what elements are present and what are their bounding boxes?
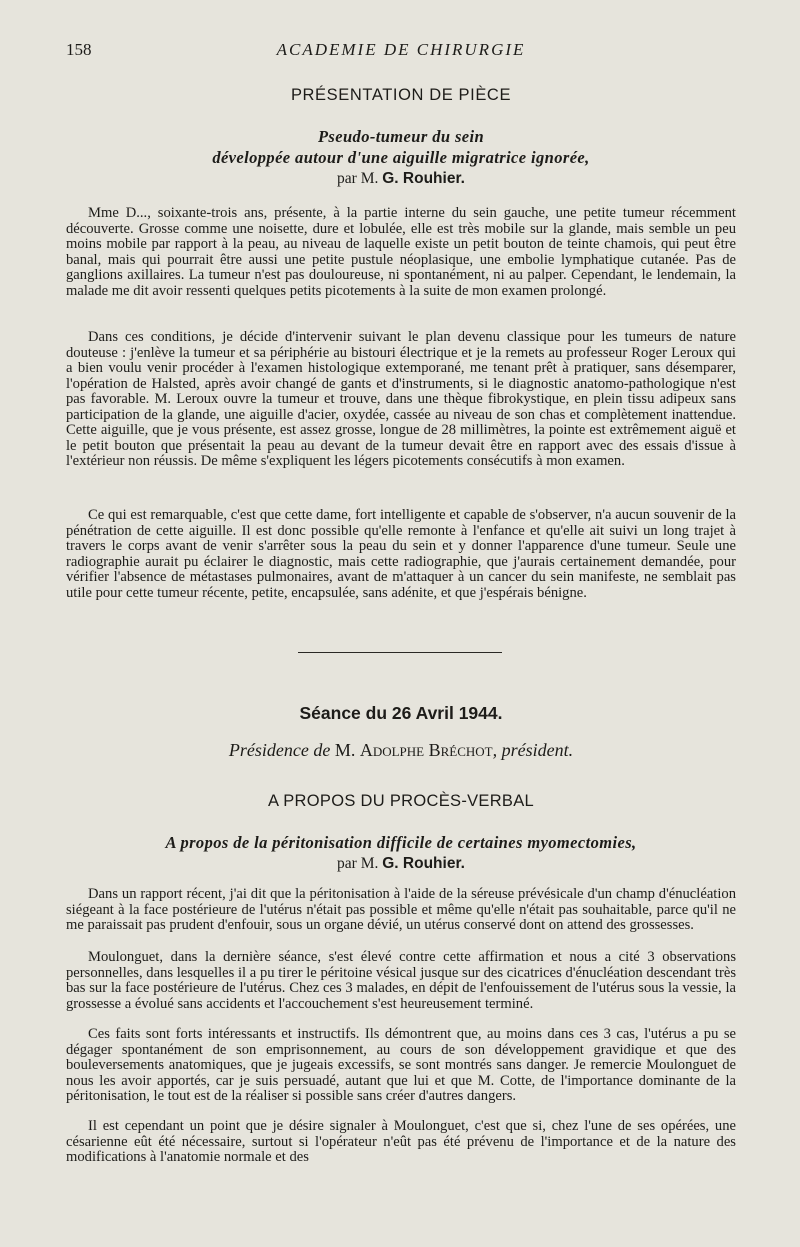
paragraph-2: Dans ces conditions, je décide d'intervenir suivant le plan devenu classique pour les tumeurs de nature douteuse : j'enlève la tumeur et sa périphérie au bistouri électrique et je la remets au professeur Roger Leroux qui a bien voulu venir procéder à l'examen histologique extemporané, me tenant prêt à pratiquer, sans désemparer, l'opération de Halsted, après avoir changé de gants et d'instruments, si le diagnostic anatomo-pathologique n'est pas favorable. M. Leroux ouvre la tumeur et trouve, dans une thèque fibrokystique, en plein tissu adipeux sans participation de la glande, une aiguille d'acier, oxydée, cassée au niveau de son chas et complètement inattendue. Cette aiguille, que je vous présente, est assez grosse, longue de 28 millimètres, la pointe est extrêmement aiguë et le petit bouton que présentait la peau au devant de la tumeur devait être en rapport avec des essais d'issue à l'extérieur non réussis. De même s'expliquent les légers picotements consécutifs à mon examen. (66, 329, 736, 469)
session-title: Séance du 26 Avril 1944. (299, 703, 503, 723)
section-divider (298, 652, 502, 653)
article-author (66, 168, 736, 189)
subtitle-line-2: développée autour d'une aiguille migratrice ignorée, (212, 148, 590, 167)
author-name: G. Rouhier. (382, 855, 465, 872)
session-presidency (66, 740, 736, 761)
paragraph-5: Moulonguet, dans la dernière séance, s'est élevé contre cette affirmation et nous a cité 3 observations personnelles, dans lesquelles il a pu tirer le péritoine vésical jusque sur des cicatrices d'énucléation descendant très bas sur la face postérieure de l'utérus. Chez ces 3 malades, en dépit de l'enfouissement de l'utérus sous la vessie, la grossesse a évolué sans accidents et l'accouchement s'est heureusement terminé. (66, 949, 736, 1012)
author-prefix: par M. (337, 855, 383, 872)
author-name: G. Rouhier. (382, 170, 465, 187)
article2-subtitle: A propos de la péritonisation difficile de certaines myomectomies, (165, 833, 637, 852)
article2-subtitle-block (66, 832, 736, 874)
article-title: PRÉSENTATION DE PIÈCE (290, 86, 512, 104)
article-subtitle (66, 126, 736, 189)
paragraph-7: Il est cependant un point que je désire signaler à Moulonguet, c'est que si, chez l'une de ses opérées, une césarienne eût été nécessaire, surtout si l'opérateur n'eût pas été prévenu de l'importance et de la nature des modifications à l'anatomie normale et des (66, 1118, 736, 1165)
running-head (66, 40, 736, 64)
page-number: 158 (66, 40, 92, 59)
presidency-prefix: Présidence de (228, 740, 335, 760)
article2-author (66, 853, 736, 874)
journal-title: ACADEMIE DE CHIRURGIE (276, 40, 526, 59)
paragraph-4: Dans un rapport récent, j'ai dit que la péritonisation à l'aide de la séreuse prévésicale d'un champ d'énucléation siégeant à la face postérieure de l'utérus n'était pas possible et même qu'elle n'était pas souhaitable, parce qu'il ne me paraissait pas prudent d'enfouir, sous un organe dévié, un utérus conservé dont on attend des grossesses. (66, 886, 736, 933)
president-name: Adolphe Bréchot (359, 740, 493, 760)
section-title: A PROPOS DU PROCÈS-VERBAL (267, 792, 535, 810)
paragraph-3: Ce qui est remarquable, c'est que cette dame, fort intelligente et capable de s'observer, n'a aucun souvenir de la pénétration de cette aiguille. Il est donc possible qu'elle remonte à l'enfance et qu'elle ait suivi un long trajet à travers le corps avant de venir s'arrêter sous la peau du sein et y donner l'apparence d'une tumeur. Seule une radiographie aurait pu éclairer le diagnostic, mais cette radiographie, que j'aurais certainement demandée, pour vérifier l'absence de métastases pulmonaires, avant de m'attaquer à un cancer du sein manifeste, ne semblait pas utile pour cette tumeur récente, petite, encapsulée, sans adénite, et que j'espérais bénigne. (66, 507, 736, 601)
presidency-suffix: , président. (492, 740, 574, 760)
presidency-m: M. (334, 740, 360, 760)
paragraph-1: Mme D..., soixante-trois ans, présente, à la partie interne du sein gauche, une petite tumeur récemment découverte. Grosse comme une noisette, dure et lobulée, elle est très mobile sur la glande, mais semble un peu moins mobile par rapport à la peau, au niveau de laquelle existe un petit bouton de teinte chamois, qui peut être banal, mais qui pourrait être aussi une petite pustule néoplasique, une embolie lymphatique cutanée. Pas de ganglions axillaires. La tumeur n'est pas douloureuse, ni spontanément, ni au palper. Cependant, le lendemain, la malade me dit avoir ressenti quelques petits picotements à la suite de mon examen prolongé. (66, 205, 736, 299)
author-prefix: par M. (337, 170, 383, 187)
paragraph-6: Ces faits sont forts intéressants et instructifs. Ils démontrent que, au moins dans ces 3 cas, l'utérus a pu se dégager spontanément de son emprisonnement, au cours de son développement gravidique et que des bouleversements anatomiques, que je jugeais excessifs, se sont montrés sans danger. Je remercie Moulonguet de nous les avoir apportés, car je suis persuadé, autant que lui et que M. Cotte, de l'importance dominante de la péritonisation, le tout est de la réaliser si possible sans créer d'autres dangers. (66, 1026, 736, 1104)
subtitle-line-1: Pseudo-tumeur du sein (317, 127, 485, 146)
